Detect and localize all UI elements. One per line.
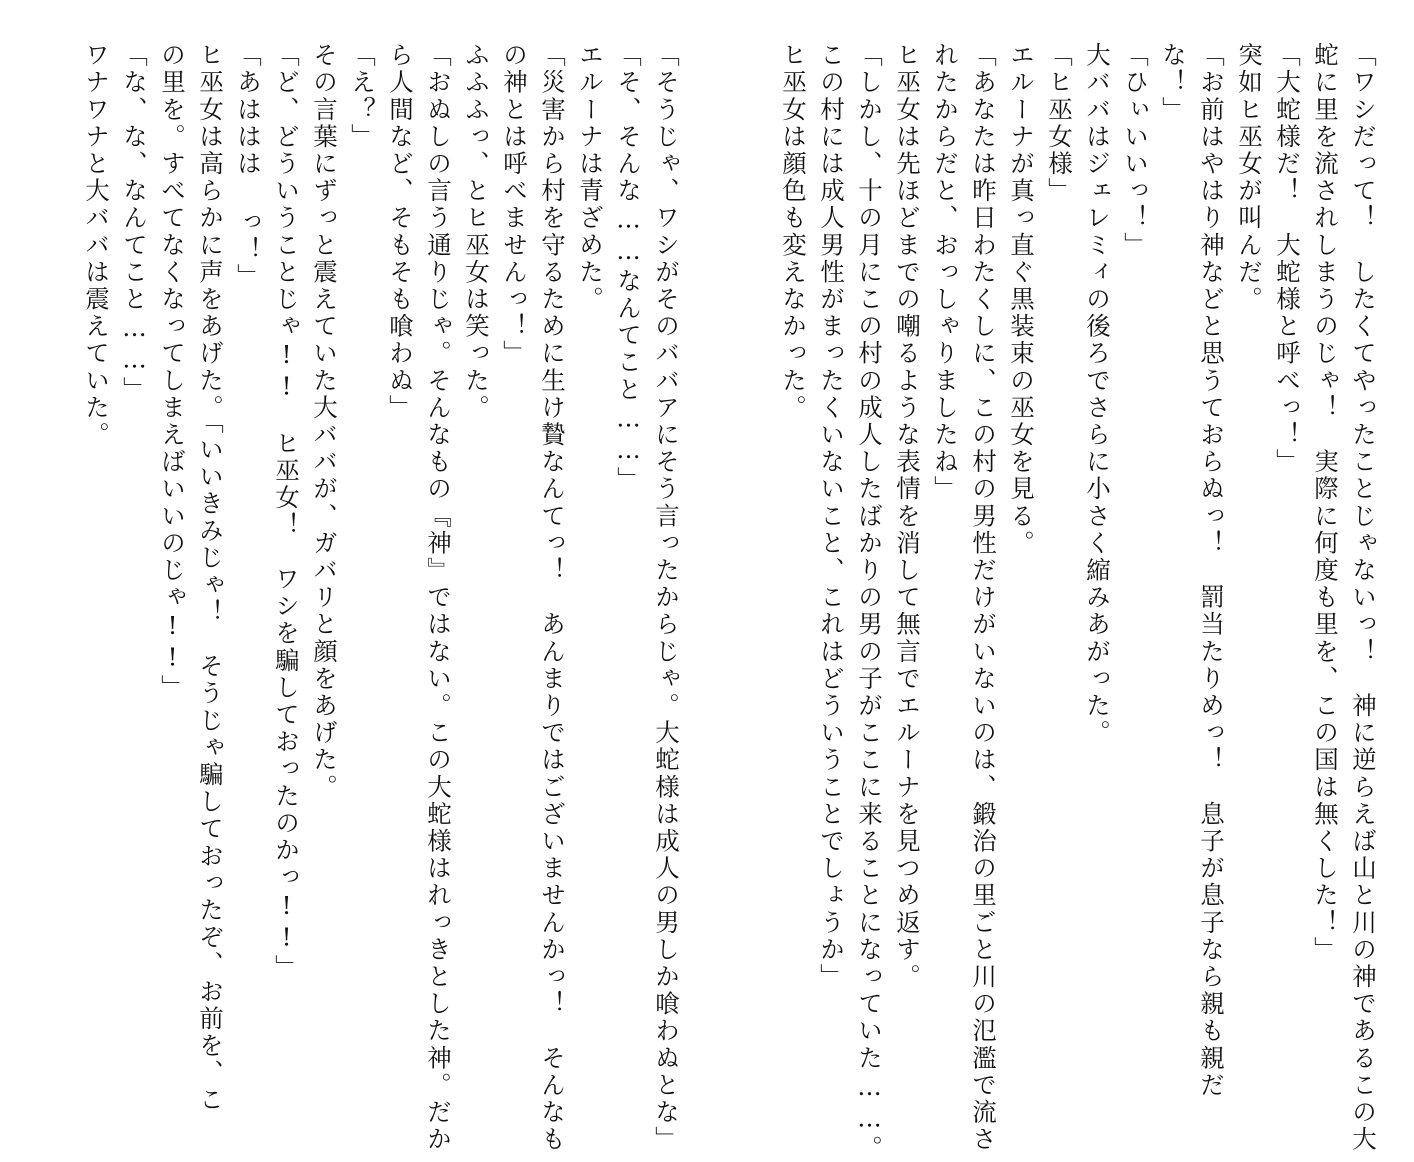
text-line: れたからだと、おっしゃりましたね」 xyxy=(931,42,960,503)
left-page xyxy=(38,42,681,1154)
text-line: 「しかし、十の月にこの村の成人したばかりの男の子がここに来ることになっていた……。 xyxy=(855,42,884,1162)
text-line: ヒ巫女は高らかに声をあげた。「いいきみじゃ！ そうじゃ騙しておったぞ、お前を、こ xyxy=(196,42,225,1114)
text-line: 「そ、そんな……なんてこと……」 xyxy=(614,42,643,494)
text-line: その言葉にずっと震えていた大ババが、ガバリと顔をあげた。 xyxy=(310,42,339,801)
text-line: 「お前はやはり神などと思うておらぬっ！ 罰当たりめっ！ 息子が息子なら親も親だ xyxy=(1197,42,1226,1099)
text-line: ら人間など、そもそも喰わぬ」 xyxy=(386,42,415,422)
text-line: 「大蛇様だ！ 大蛇様と呼べっ！」 xyxy=(1273,42,1302,476)
text-line: の里を。すべてなくなってしまえばいいのじゃ!!」 xyxy=(158,42,187,702)
text-line: 突如ヒ巫女が叫んだ。 xyxy=(1235,42,1264,313)
text-line: エルーナが真っ直ぐ黒装束の巫女を見る。 xyxy=(1007,42,1036,557)
text-line: 「ワシだって！ したくてやったことじゃないっ！ 神に逆らえば山と川の神であるこの大 xyxy=(1349,42,1378,1154)
text-line: 「災害から村を守るために生け贄なんてっ！ あんまりではございませんかっ！ そんなも xyxy=(538,42,567,1154)
text-line: 「あなたは昨日わたくしに、この村の男性だけがいないのは、鍛治の里ごと川の氾濫で流さ xyxy=(969,42,998,1154)
text-line: エルーナは青ざめた。 xyxy=(576,42,605,313)
text-line: 「そうじゃ、ワシがそのババアにそう言ったからじゃ。大蛇様は成人の男しか喰わぬとな」 xyxy=(652,42,681,1154)
text-line: 「ひぃいいっ！」 xyxy=(1121,42,1150,259)
text-line: 「ヒ巫女様」 xyxy=(1045,42,1074,205)
text-line: 大ババはジェレミィの後ろでさらに小さく縮みあがった。 xyxy=(1083,42,1112,747)
text-line: ヒ巫女は顔色も変えなかった。 xyxy=(779,42,808,422)
text-line: 「な、な、なんてこと……」 xyxy=(120,42,149,404)
text-line: な！」 xyxy=(1159,42,1188,124)
text-line: 「え？」 xyxy=(348,42,377,151)
text-line: ヒ巫女は先ほどまでの嘲るような表情を消して無言でエルーナを見つめ返す。 xyxy=(893,42,922,991)
text-line: ふふふっ、とヒ巫女は笑った。 xyxy=(462,42,491,422)
text-line: 「ど、どういうことじゃ!! ヒ巫女！ ワシを騙しておったのかっ!!」 xyxy=(272,42,301,982)
text-line: 「おぬしの言う通りじゃ。そんなもの『神』ではない。この大蛇様はれっきとした神。だか xyxy=(424,42,453,1154)
right-page xyxy=(735,42,1378,1162)
text-line: 「あははは っ！」 xyxy=(234,42,263,291)
text-line: 蛇に里を流されしまうのじゃ！ 実際に何度も里を、この国は無くした！」 xyxy=(1311,42,1340,964)
text-line: この村には成人男性がまったくいないこと、これはどういうことでしょうか」 xyxy=(817,42,846,991)
text-line: ワナワナと大ババは震えていた。 xyxy=(82,42,111,449)
text-line: の神とは呼べませんっ！」 xyxy=(500,42,529,368)
